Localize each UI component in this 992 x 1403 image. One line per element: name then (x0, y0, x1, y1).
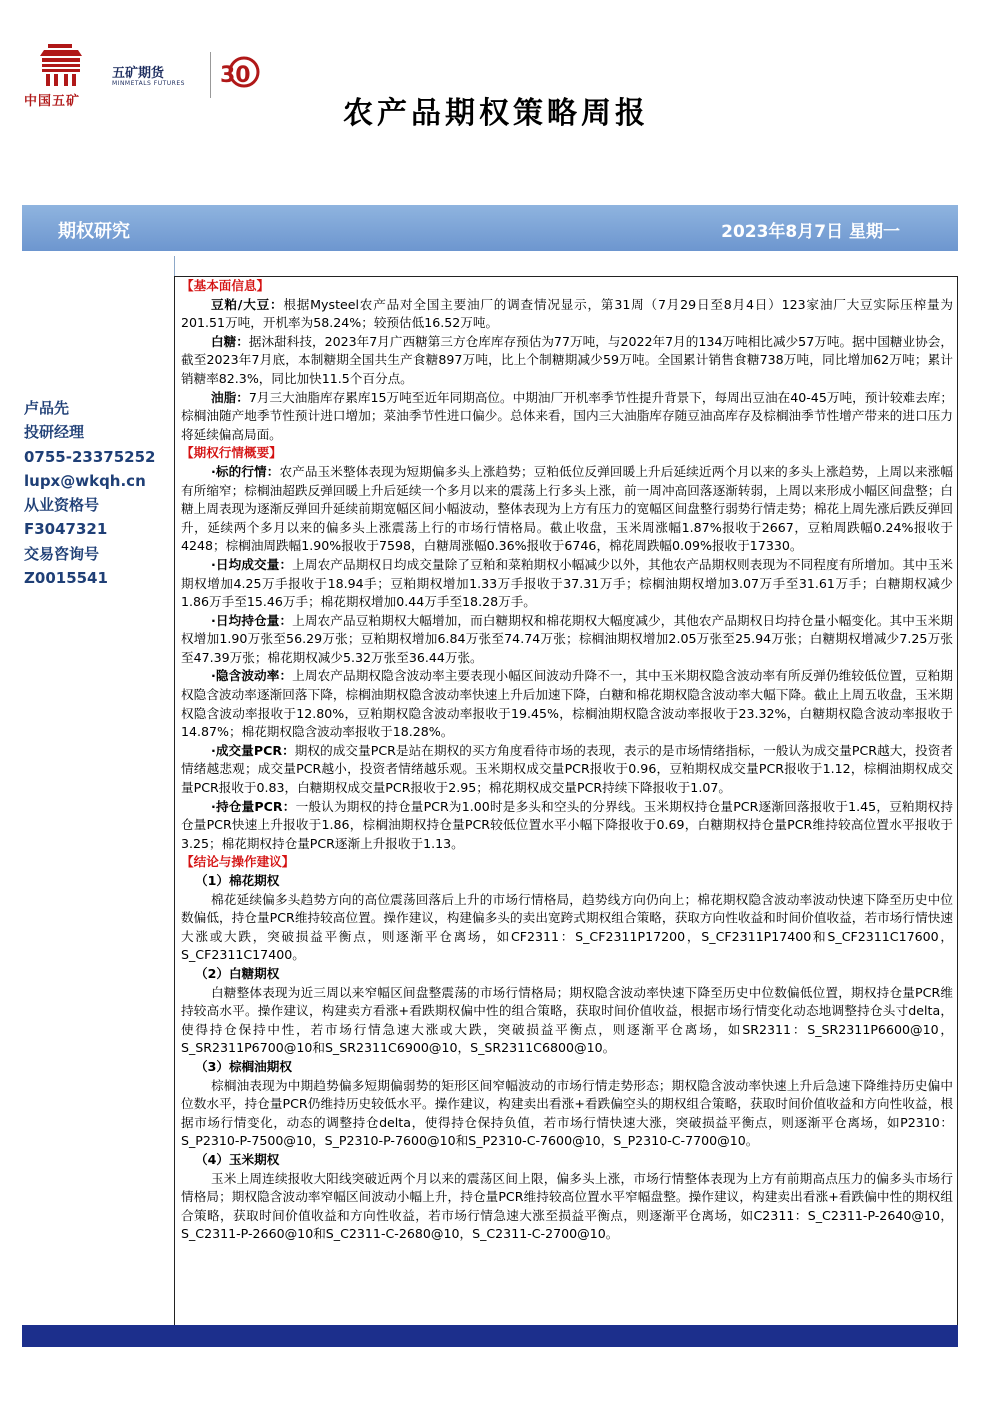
overview-item-volume (181, 556, 953, 612)
anniversary-number: 30 (220, 63, 251, 88)
overview-item-oi-pcr (181, 798, 953, 854)
report-title: 农产品期权策略周报 (343, 96, 649, 131)
fundamental-item-soymeal (181, 296, 953, 333)
analyst-email[interactable]: lupx@wkqh.cn (24, 471, 146, 490)
item-text: 上周农产品豆粕期权大幅增加，而白糖期权和棉花期权大幅度减少，其他农产品期权日均持仓量小幅变化。其中玉米期权增加1.90万张至56.29万张；豆粕期权增加6.84万张至74.74万张；棕榈油期权增加2.05万张至25.94万张；白糖期权增减少7.25万张至47.39万张；棉花期权减少5.32万张至36.44万张。 (181, 612, 953, 665)
item-text: 一般认为期权的持仓量PCR为1.00时是多头和空头的分界线。玉米期权持仓量PCR逐渐回落报收于1.45，豆粕期权持仓量PCR快速上升报收于1.86，棕榈油期权持仓量PCR较低位置水平小幅下降报收于0.69，白糖期权持仓量PCR维持较高位置水平报收于3.25；棉花期权持仓量PCR逐渐上升报收于1.13。 (181, 798, 953, 851)
item-label: ·成交量PCR： (211, 742, 295, 758)
section-label: 期权研究 (58, 221, 130, 242)
conclusion-palm-title: （3）棕榈油期权 (195, 1058, 292, 1074)
conclusion-corn-text: 玉米上周连续报收大阳线突破近两个月以来的震荡区间上限，偏多头上涨，市场行情整体表现为上方有前期高点压力的偏多头市场行情格局；期权隐含波动率窄幅区间波动小幅上升，持仓量PCR维持较高位置水平窄幅盘整。操作建议，构建卖出看涨+看跌偏中性的期权组合策略，获取时间价值收益和方向性收益，若市场行情急速大涨至损益平衡点，则逐渐平仓离场，如C2311：S_C2311-P-2640@10，S_C2311-P-2660@10和S_C2311-C-2680@10，S_C2311-C-2700@10。 (181, 1170, 953, 1242)
overview-item-implied-vol (181, 667, 953, 741)
futures-name-en: MINMETALS FUTURES (112, 80, 185, 87)
report-text (181, 277, 953, 1244)
fundamental-item-sugar (181, 333, 953, 389)
item-label: ·日均成交量： (211, 556, 293, 572)
minmetals-name: 中国五矿 (24, 94, 81, 109)
header-bar (22, 205, 958, 251)
item-label: ·持仓量PCR： (211, 798, 296, 814)
fundamental-item-oils (181, 389, 953, 445)
report-body (174, 276, 958, 1326)
item-text: 根据Mysteel农产品对全国主要油厂的调查情况显示，第31周（7月29日至8月4日）123家油厂大豆实际压榨量为201.51万吨，开机率为58.24%；较预估低16.52万吨。 (181, 296, 953, 331)
item-label: ·隐含波动率： (211, 668, 293, 684)
conclusion-corn-title: （4）玉米期权 (195, 1151, 280, 1167)
item-label: ·日均持仓量： (211, 612, 293, 628)
item-label: 豆粕/大豆： (211, 296, 284, 312)
report-date: 2023年8月7日 星期一 (721, 222, 900, 242)
futures-name: 五矿期货 (112, 66, 165, 81)
footer-bar (22, 1325, 958, 1347)
analyst-name: 卢品先 (24, 399, 70, 417)
analyst-info (24, 396, 155, 590)
consult-label: 交易咨询号 (24, 544, 100, 563)
conclusion-sugar-title: （2）白糖期权 (195, 965, 280, 981)
analyst-phone: 0755-23375252 (24, 447, 156, 466)
conclusion-cotton-text: 棉花延续偏多头趋势方向的高位震荡回落后上升的市场行情格局，趋势线方向仍向上；棉花期权隐含波动率波动快速下降至历史中位数偏低，持仓量PCR维持较高位置。操作建议，构建偏多头的卖出宽跨式期权组合策略，获取方向性收益和时间价值收益，若市场行情快速大涨或大跌，突破损益平衡点，则逐渐平仓离场，如CF2311：S_CF2311P17200，S_CF2311P17400和S_CF2311C17600，S_CF2311C17400。 (181, 891, 953, 963)
item-text: 期权的成交量PCR是站在期权的买方角度看待市场的表现，表示的是市场情绪指标，一般认为成交量PCR越大，投资者情绪越悲观；成交量PCR越小，投资者情绪越乐观。玉米期权成交量PCR报收于0.96，豆粕期权成交量PCR报收于1.12，棕榈油期权成交量PCR报收于0.83，白糖期权成交量PCR报收于2.95；棉花期权成交量PCR持续下降报收于1.07。 (181, 742, 953, 796)
overview-item-volume-pcr (181, 742, 953, 798)
analyst-role: 投研经理 (24, 423, 85, 442)
overview-item-underlying (181, 463, 953, 556)
conclusion-heading: 【结论与操作建议】 (181, 854, 295, 870)
sidebar (22, 256, 175, 1326)
conclusion-sugar-text: 白糖整体表现为近三周以来窄幅区间盘整震荡的市场行情格局；期权隐含波动率快速下降至历史中位数偏低位置，期权持仓量PCR维持较高水平。操作建议，构建卖方看涨+看跌期权偏中性的组合策略，获取时间价值收益，根据市场行情变化动态地调整持仓头寸delta，使得持仓保持中性，若市场行情急速大涨或大跌，突破损益平衡点，则逐渐平仓离场，如SR2311：S_SR2311P6600@10，S_SR2311P6700@10和S_SR2311C6900@10，S_SR2311C6800@10。 (181, 984, 953, 1056)
consult-number: Z0015541 (24, 569, 108, 588)
overview-item-open-interest (181, 612, 953, 668)
qualification-label: 从业资格号 (24, 496, 100, 515)
item-text: 上周农产品期权日均成交量除了豆粕和菜粕期权小幅减少以外，其他农产品期权则表现为不同程度有所增加。其中玉米期权增加4.25万手报收于18.94手；豆粕期权增加1.33万手报收于37.31万手；棕榈油期权增加3.07万手至31.61万手；白糖期权减少1.86万手至15.46万手；棉花期权增加0.44万手至18.28万手。 (181, 556, 953, 610)
conclusion-palm-text: 棕榈油表现为中期趋势偏多短期偏弱势的矩形区间窄幅波动的市场行情走势形态；期权隐含波动率快速上升后急速下降维持历史偏中位数水平，持仓量PCR仍维持历史较低水平。操作建议，构建卖出看涨+看跌偏空头的期权组合策略，获取时间价值收益和方向性收益，根据市场行情变化，动态的调整持仓delta，使得持仓保持负值，若市场行情快速大涨，突破损益平衡点，则逐渐平仓离场，如P2310：S_P2310-P-7500@10，S_P2310-P-7600@10和S_P2310-C-7600@10，S_P2310-C-7700@10。 (181, 1077, 953, 1149)
qualification-number: F3047321 (24, 520, 108, 539)
item-label: 白糖： (211, 333, 249, 349)
item-text: 上周农产品期权隐含波动率主要表现小幅区间波动升降不一，其中玉米期权隐含波动率有所反弹仍维较低位置，豆粕期权隐含波动率逐渐回落下降，棕榈油期权隐含波动率快速上升后加速下降，白糖和棉花期权隐含波动率大幅下降。截止上周五收盘，玉米期权隐含波动率报收于12.80%，豆粕期权隐含波动率报收于19.45%，棕榈油期权隐含波动率报收于23.32%，白糖期权隐含波动率报收于14.87%；棉花期权隐含波动率报收于18.28%。 (181, 668, 953, 740)
item-text: 农产品玉米整体表现为短期偏多头上涨趋势；豆粕低位反弹回暖上升后延续近两个月以来的多头上涨趋势，上周以来涨幅有所缩窄；棕榈油超跌反弹回暖上升后延续一个多月以来的震荡上行多头上涨，前一周冲高回落逐渐转弱，上周以来形成小幅区间盘整；白糖上周表现为逐渐反弹回升延续前期宽幅区间小幅波动，整体表现为上方有压力的宽幅区间盘整行弱势行情走势；棉花上周先涨后跌反弹回升，延续两个多月以来的偏多头上涨震荡上行的市场行情格局。截止收盘，玉米周涨幅1.87%报收于2667，豆粕周跌幅0.24%报收于4248；棕榈油周跌幅1.90%报收于7598，白糖周涨幅0.36%报收于6746，棉花周跌幅0.09%报收于17330。 (181, 463, 953, 554)
fundamentals-heading: 【基本面信息】 (181, 278, 270, 293)
item-label: 油脂： (211, 389, 249, 405)
overview-heading: 【期权行情概要】 (181, 445, 282, 461)
item-label: ·标的行情： (211, 463, 280, 479)
conclusion-cotton-title: （1）棉花期权 (195, 873, 280, 888)
item-text: 7月三大油脂库存累库15万吨至近年同期高位。中期油厂开机率季节性提升背景下，每周出豆油在40-45万吨，预计较难去库；棕榈油随产地季节性预计进口增加；菜油季节性进口偏少。总体来看，国内三大油脂库存随豆油高库存及棕榈油季节性增产带来的进口压力将延续偏高局面。 (181, 389, 953, 442)
item-text: 据沐甜科技，2023年7月广西糖第三方仓库库存预估为77万吨，与2022年7月的134万吨相比减少57万吨。据中国糖业协会，截至2023年7月底，本制糖期全国共生产食糖897万吨，比上个制糖期减少59万吨。全国累计销售食糖738万吨，同比增加62万吨；累计销糖率82.3%，同比加快11.5个百分点。 (181, 333, 954, 386)
